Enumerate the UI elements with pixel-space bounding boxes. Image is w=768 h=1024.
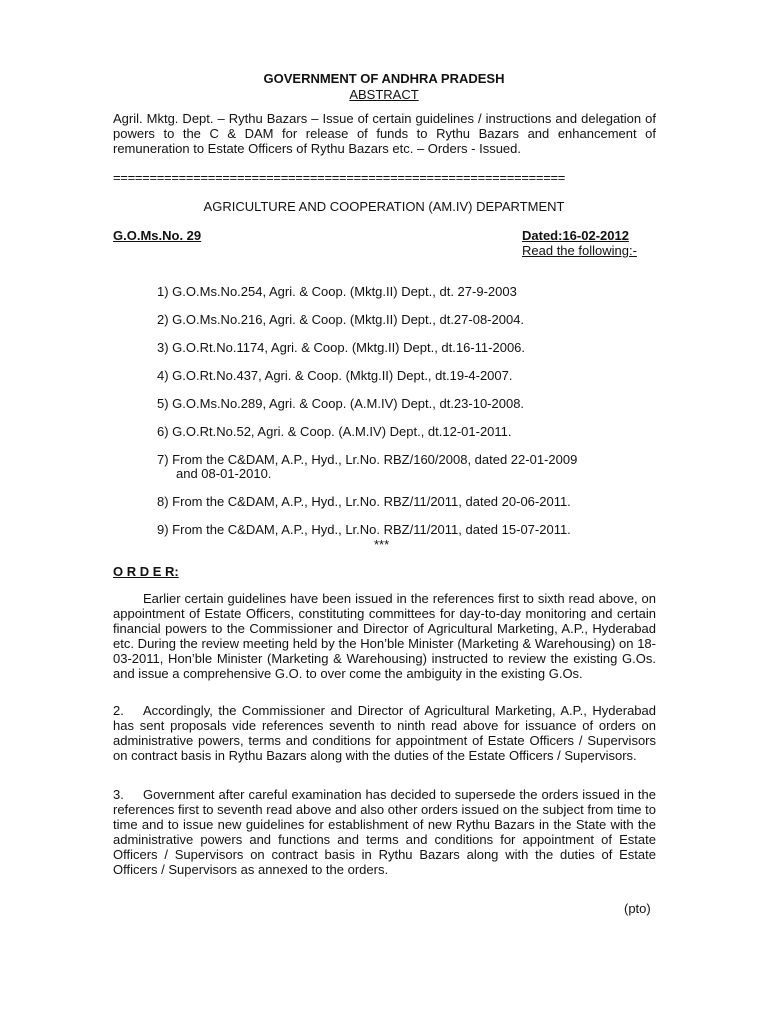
pto-note: (pto) bbox=[624, 901, 651, 916]
order-paragraph-1 bbox=[113, 591, 656, 681]
separator-stars: *** bbox=[374, 537, 390, 552]
read-following: Read the following:- bbox=[522, 243, 637, 258]
reference-item: 5) G.O.Ms.No.289, Agri. & Coop. (A.M.IV) Dept., dt.23-10-2008. bbox=[157, 396, 525, 411]
order-heading: O R D E R: bbox=[113, 564, 179, 579]
paragraph-text: Government after careful examination has decided to supersede the orders issued in the references first to seventh read above and also other orders issued on the subject from time to time and to issue new guidelines for establishment of new Rythu Bazars in the State with the administrative powers and functions and terms and conditions for appointment of Estate Officers / Supervisors on contract basis in Rythu Bazars along with the duties of Estate Officers / Supervisors as annexed to the orders. bbox=[113, 787, 656, 877]
reference-item: 9) From the C&DAM, A.P., Hyd., Lr.No. RBZ/11/2011, dated 15-07-2011. bbox=[157, 522, 571, 537]
reference-item: 2) G.O.Ms.No.216, Agri. & Coop. (Mktg.II) Dept., dt.27-08-2004. bbox=[157, 312, 525, 327]
separator-line: ============================================================== bbox=[113, 170, 566, 185]
reference-item-continuation: and 08-01-2010. bbox=[176, 466, 272, 481]
order-paragraph-3 bbox=[113, 787, 656, 877]
government-title: GOVERNMENT OF ANDHRA PRADESH bbox=[263, 71, 505, 86]
subject-abstract: Agril. Mktg. Dept. – Rythu Bazars – Issue of certain guidelines / instructions and delegation of powers to the C & DAM for release of funds to Rythu Bazars and enhancement of remuneration to Estate Officers of Rythu Bazars etc. – Orders - Issued. bbox=[113, 111, 656, 156]
abstract-label: ABSTRACT bbox=[349, 87, 419, 102]
paragraph-text: Earlier certain guidelines have been issued in the references first to sixth read above, on appointment of Estate Officers, constituting committees for day-to-day monitoring and certain financial powers to the Commissioner and Director of Agricultural Marketing, A.P., Hyderabad etc. During the review meeting held by the Hon’ble Minister (Marketing & Warehousing) on 18-03-2011, Hon’ble Minister (Marketing & Warehousing) instructed to review the existing G.Os. and issue a comprehensive G.O. to over come the ambiguity in the existing G.Os. bbox=[113, 591, 656, 681]
paragraph-text: Accordingly, the Commissioner and Director of Agricultural Marketing, A.P., Hyderabad has sent proposals vide references seventh to ninth read above for issuance of orders on administrative powers, terms and conditions for appointment of Estate Officers / Supervisors on contract basis in Rythu Bazars along with the duties of the Estate Officers / Supervisors. bbox=[113, 703, 656, 763]
go-date: Dated:16-02-2012 bbox=[522, 228, 629, 243]
reference-item: 4) G.O.Rt.No.437, Agri. & Coop. (Mktg.II) Dept., dt.19-4-2007. bbox=[157, 368, 513, 383]
reference-item: 8) From the C&DAM, A.P., Hyd., Lr.No. RBZ/11/2011, dated 20-06-2011. bbox=[157, 494, 571, 509]
reference-item: 6) G.O.Rt.No.52, Agri. & Coop. (A.M.IV) Dept., dt.12-01-2011. bbox=[157, 424, 512, 439]
paragraph-number: 2. bbox=[113, 703, 124, 718]
order-paragraph-2 bbox=[113, 703, 656, 763]
paragraph-number: 3. bbox=[113, 787, 124, 802]
department-name: AGRICULTURE AND COOPERATION (AM.IV) DEPARTMENT bbox=[203, 199, 565, 214]
go-number: G.O.Ms.No. 29 bbox=[113, 228, 202, 243]
reference-item: 1) G.O.Ms.No.254, Agri. & Coop. (Mktg.II) Dept., dt. 27-9-2003 bbox=[157, 284, 517, 299]
reference-item: 7) From the C&DAM, A.P., Hyd., Lr.No. RBZ/160/2008, dated 22-01-2009 bbox=[157, 452, 578, 467]
reference-item: 3) G.O.Rt.No.1174, Agri. & Coop. (Mktg.II) Dept., dt.16-11-2006. bbox=[157, 340, 526, 355]
